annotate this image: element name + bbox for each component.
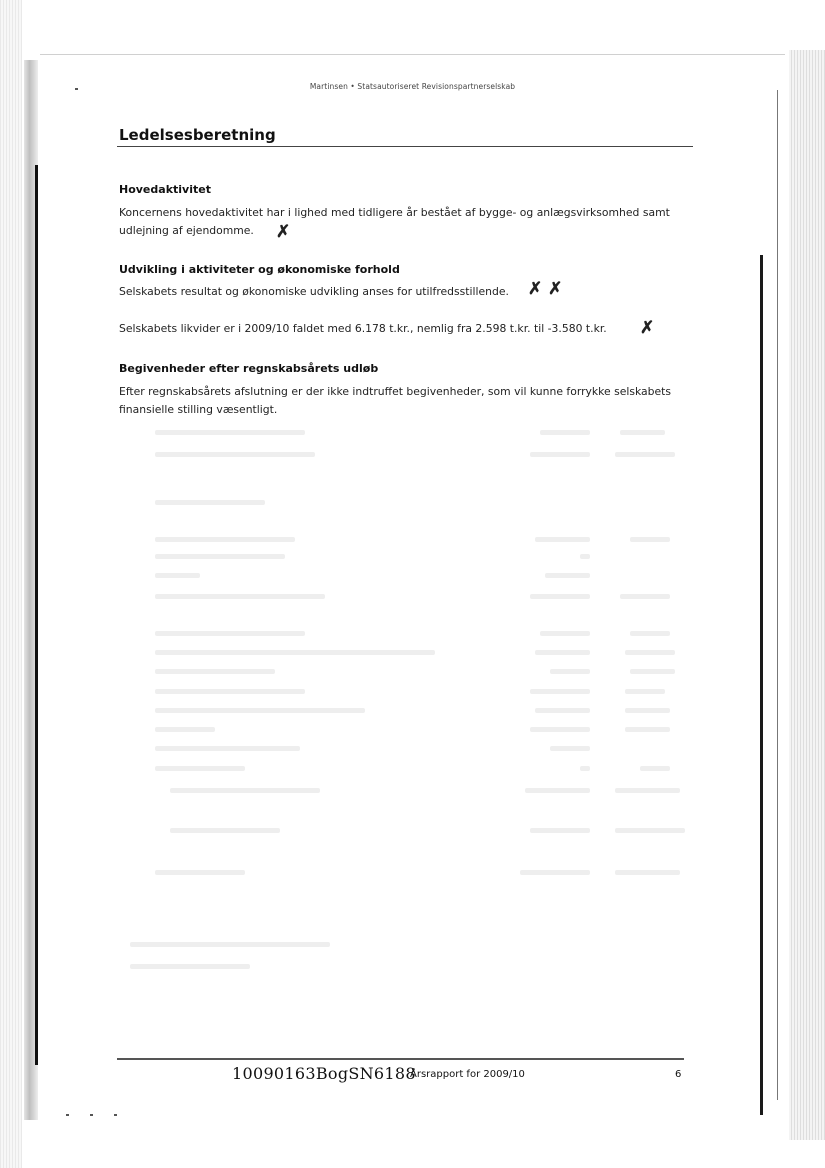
paragraph-line: Efter regnskabsårets afslutning er der ikke indtruffet begivenheder, som vil kunne forrykke selskabets: [119, 385, 672, 398]
scan-border-right: [789, 50, 825, 1140]
scan-speck: [66, 1114, 69, 1116]
document-stamp-id: 10090163BogSN6188: [232, 1064, 416, 1083]
paragraph-line: Selskabets resultat og økonomiske udvikling anses for utilfredsstillende.: [119, 285, 509, 298]
scan-border-left: [0, 0, 22, 1168]
scan-edge-right-thin: [777, 90, 778, 1100]
footer-rule: [117, 1058, 684, 1060]
section-heading-udvikling: Udvikling i aktiviteter og økonomiske forhold: [119, 263, 400, 276]
scan-edge-right: [760, 255, 763, 1115]
handwritten-check-mark: ✗ ✗: [528, 279, 563, 299]
page-number: 6: [675, 1069, 682, 1080]
section-heading-hovedaktivitet: Hovedaktivitet: [119, 183, 211, 196]
scan-speck: [114, 1114, 117, 1116]
title-underline: [117, 146, 693, 147]
paragraph-line: Selskabets likvider er i 2009/10 faldet med 6.178 t.kr., nemlig fra 2.598 t.kr. til -3.580 t.kr.: [119, 322, 607, 335]
scan-speck: [90, 1114, 93, 1116]
paragraph-line: finansielle stilling væsentligt.: [119, 403, 278, 416]
section-heading-begivenheder: Begivenheder efter regnskabsårets udløb: [119, 362, 379, 375]
scan-edge-top: [40, 54, 785, 55]
paragraph-line: udlejning af ejendomme.: [119, 224, 254, 237]
scan-speck: [75, 88, 78, 90]
scan-edge-left: [35, 165, 38, 1065]
page-header: Martinsen • Statsautoriseret Revisionspartnerselskab: [309, 82, 516, 91]
page-title: Ledelsesberetning: [119, 126, 276, 144]
handwritten-check-mark: ✗: [640, 318, 655, 338]
handwritten-check-mark: ✗: [276, 222, 291, 242]
footer-report-title: Årsrapport for 2009/10: [410, 1069, 525, 1080]
paragraph-line: Koncernens hovedaktivitet har i lighed med tidligere år bestået af bygge- og anlægsvirksomhed samt: [119, 206, 670, 219]
